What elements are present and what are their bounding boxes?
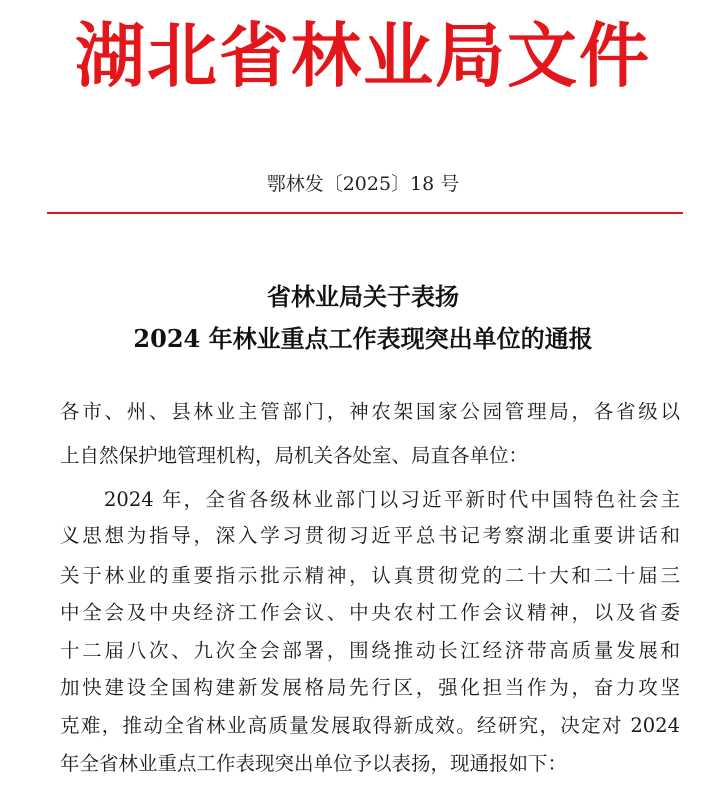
addressee-line: 上自然保护地管理机构，局机关各处室、局直各单位： — [60, 444, 529, 467]
paragraph-line: 十二届八次、九次全会部署，围绕推动长江经济带高质量发展和 — [60, 639, 680, 662]
document-number: 鄂林发〔2025〕18 号 — [266, 173, 460, 195]
red-divider-line — [47, 212, 683, 214]
paragraph-line: 2024 年，全省各级林业部门以习近平新时代中国特色社会主 — [104, 488, 680, 511]
addressee-line: 各市、州、县林业主管部门，神农架国家公园管理局，各省级以 — [60, 400, 680, 423]
paragraph-line: 中全会及中央经济工作会议、中央农村工作会议精神，以及省委 — [60, 601, 680, 624]
document-title-line-2: 2024 年林业重点工作表现突出单位的通报 — [133, 324, 593, 353]
paragraph-line: 加快建设全国构建新发展格局先行区，强化担当作为，奋力攻坚 — [60, 676, 680, 699]
paragraph-line: 年全省林业重点工作表现突出单位予以表扬，现通报如下： — [60, 752, 568, 775]
issuing-org-header: 湖北省林业局文件 — [75, 14, 651, 97]
paragraph-line: 义思想为指导，深入学习贯彻习近平总书记考察湖北重要讲话和 — [60, 524, 680, 547]
paragraph-line: 克难，推动全省林业高质量发展取得新成效。经研究，决定对 2024 — [60, 714, 680, 737]
paragraph-line: 关于林业的重要指示批示精神，认真贯彻党的二十大和二十届三 — [60, 564, 680, 587]
document-title-line-1: 省林业局关于表扬 — [267, 282, 459, 311]
